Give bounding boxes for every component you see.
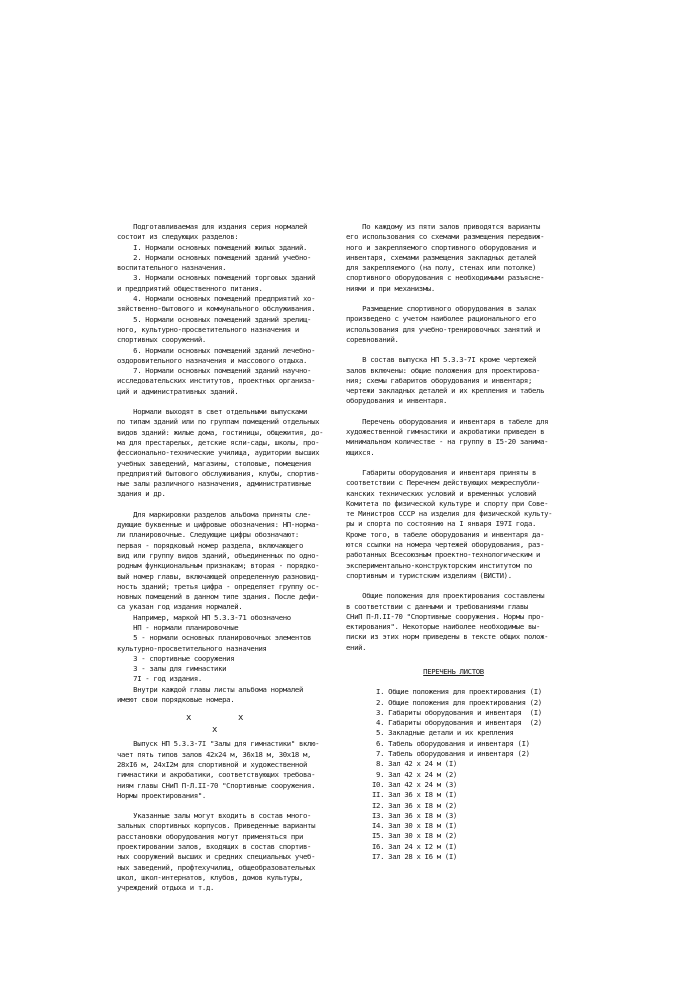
sheet-list-item: I5. Зал 30 х I8 м (2) xyxy=(372,831,457,841)
text-line: ных заведений, профтехучилищ, общеобразовательных xyxy=(117,862,316,872)
text-line: Габариты оборудования и инвентаря приняты в xyxy=(346,467,537,477)
section-series-list xyxy=(117,222,330,397)
section-inventory-list xyxy=(346,417,561,458)
text-line: зяйственно-бытового и коммунального обслуживания. xyxy=(117,304,316,314)
section-halls-description xyxy=(117,739,330,801)
text-line: первая - порядковый номер раздела, включающего xyxy=(117,540,303,550)
sheet-list-item: 7. Табель оборудования и инвентаря (2) xyxy=(372,749,530,759)
text-line: 3 - спортивные сооружения xyxy=(117,653,235,663)
text-line: Выпуск НП 5.3.3-7I "Залы для гимнастики" вклю- xyxy=(117,739,320,749)
text-line: Подготавливаемая для издания серия нормалей xyxy=(117,222,308,231)
sheet-list-item: I4. Зал 30 х I8 м (I) xyxy=(372,821,457,831)
text-line: СНиП П-Л.II-70 "Спортивные сооружения. Нормы про- xyxy=(346,611,545,621)
text-line: фессионально-технические училища, аудитории высших xyxy=(117,448,320,458)
text-line: новных помещений в данном типе здания. После дефи- xyxy=(117,592,320,602)
text-line: спортивных сооружений. xyxy=(117,335,206,345)
text-line: учебных заведений, магазины, столовые, помещения xyxy=(117,458,312,468)
text-line: ного и закрепляемого спортивного оборудования и xyxy=(346,242,537,252)
text-line: ния; схемы габаритов оборудования и инвентаря; xyxy=(346,375,532,385)
text-line: оборудования и инвентаря. xyxy=(346,396,448,406)
text-line: ниям главы СНиП П-Л.II-70 "Спортивные сооружения. xyxy=(117,780,316,790)
text-line: состоит из следующих разделов: xyxy=(117,232,239,242)
section-variants xyxy=(346,222,561,294)
text-line: ры и спорта по состоянию на I января I97I года. xyxy=(346,519,537,529)
text-line: спортивным и туристским изделиям (ВИСТИ). xyxy=(346,570,512,580)
text-line: исследовательских институтов, проектных организа- xyxy=(117,376,316,386)
section-halls-usage xyxy=(117,811,330,893)
section-publication-info xyxy=(117,407,330,500)
text-line: гимнастики и акробатики, соответствующих требова- xyxy=(117,770,316,780)
text-line: спортивного оборудования с необходимыми разъясне- xyxy=(346,273,545,283)
text-line: чает пять типов залов 42х24 м, 36х18 м, 30х18 м, xyxy=(117,749,312,759)
text-line: культурно-просветительного назначения xyxy=(117,643,267,653)
left-column xyxy=(117,222,330,894)
text-line: 5 - нормали основных планировочных элементов xyxy=(117,633,312,643)
text-line: Внутри каждой главы листы альбома нормалей xyxy=(117,684,303,694)
text-line: экспериментально-конструкторским институтом по xyxy=(346,560,532,570)
sheet-list-item: I2. Зал 36 х I8 м (2) xyxy=(372,800,457,810)
text-line: ются ссылки на номера чертежей оборудования, раз- xyxy=(346,540,545,550)
text-line: инвентаря, схемами размещения закладных деталей xyxy=(346,252,537,262)
section-dimensions xyxy=(346,468,561,581)
text-line: чертежи закладных деталей и их крепления и табель xyxy=(346,386,545,396)
text-line: залов включены: общие положения для проектирова- xyxy=(346,365,541,375)
text-line: канских технических условий и временных условий xyxy=(346,488,537,498)
text-line: ектирования". Некоторые наиболее необходимые вы- xyxy=(346,622,541,632)
text-line: ющихся. xyxy=(346,447,375,457)
sheet-list-item: 8. Зал 42 х 24 м (I) xyxy=(372,759,457,769)
text-line: вид или группу видов зданий, объединенных по одно- xyxy=(117,550,320,560)
sheet-list-item: II. Зал 36 х I8 м (I) xyxy=(372,790,457,800)
text-line: 6. Нормали основных помещений зданий лечебно- xyxy=(117,345,316,355)
text-line: родным функциональным признакам; вторая - порядко- xyxy=(117,561,320,571)
text-line: I. Нормали основных помещений жилых зданий. xyxy=(117,242,308,252)
sheet-list-item: 5. Закладные детали и их крепления xyxy=(372,728,514,738)
text-line: дующие буквенные и цифровые обозначения: НП-норма- xyxy=(117,520,320,530)
text-line: Для маркировки разделов альбома приняты сле- xyxy=(117,509,312,519)
text-line: Комитета по физической культуре и спорту при Сове- xyxy=(346,498,549,508)
text-line: Общие положения для проектирования составлены xyxy=(346,591,545,601)
sheet-list-item: 3. Габариты оборудования и инвентаря (I) xyxy=(372,707,542,717)
text-line: Кроме того, в табеле оборудования и инвентаря да- xyxy=(346,529,545,539)
sheet-list-item: 2. Общие положения для проектирования (2) xyxy=(372,697,542,707)
text-line: школ, школ-интернатов, клубов, домов культуры, xyxy=(117,872,303,882)
text-line: воспитательного назначения. xyxy=(117,263,227,273)
text-line: расстановки оборудования могут применяться при xyxy=(117,831,303,841)
text-line: писки из этих норм приведены в тексте общих полож- xyxy=(346,632,549,642)
section-marking-info xyxy=(117,510,330,706)
text-line: соответствии с Перечнем действующих межреспубли- xyxy=(346,478,541,488)
text-line: видов зданий: жилые дома, гостиницы, общежития, до- xyxy=(117,427,324,437)
text-line: проектировании залов, входящих в состав спортив- xyxy=(117,842,312,852)
divider-mark: x xyxy=(186,713,192,724)
text-line: 28хI6 м, 24хI2м для спортивной и художественной xyxy=(117,759,308,769)
text-line: 7I - год издания. xyxy=(117,674,202,684)
text-line: зальных спортивных корпусов. Приведенные варианты xyxy=(117,821,316,831)
sheet-list-item: I6. Зал 24 х I2 м (I) xyxy=(372,841,457,851)
text-line: его использования со схемами размещения передвиж- xyxy=(346,232,545,242)
text-line: Нормали выходят в свет отдельными выпусками xyxy=(117,407,308,417)
text-line: Например, маркой НП 5.3.3-71 обозначено xyxy=(117,612,291,622)
text-line: для закрепляемого (на полу, стенах или потолке) xyxy=(346,263,537,273)
text-line: 7. Нормали основных помещений зданий научно- xyxy=(117,366,312,376)
text-line: ма для престарелых, детские ясли-сады, школы, про- xyxy=(117,437,320,447)
text-line: По каждому из пяти залов приводятся варианты xyxy=(346,222,541,231)
sheet-list-item: 4. Габариты оборудования и инвентаря (2) xyxy=(372,718,542,728)
text-line: ность зданий; третья цифра - определяет группу ос- xyxy=(117,581,320,591)
sheet-list-item: I7. Зал 28 х I6 м (I) xyxy=(372,852,457,862)
text-line: минимальном количестве - на группу в I5-20 занима- xyxy=(346,437,549,447)
text-line: вый номер главы, включающей определенную разновид- xyxy=(117,571,320,581)
text-line: в соответствии с данными и требованиями главы xyxy=(346,601,528,611)
text-line: оздоровительного назначения и массового отдыха. xyxy=(117,355,308,365)
text-line: художественной гимнастики и акробатики приведен в xyxy=(346,427,545,437)
text-line: НП - нормали планировочные xyxy=(117,622,239,632)
sheet-list xyxy=(346,687,561,862)
text-line: учреждений отдыха и т.д. xyxy=(117,883,215,893)
section-placement xyxy=(346,304,561,345)
text-line: Размещение спортивного оборудования в залах xyxy=(346,304,537,314)
section-general-provisions xyxy=(346,591,561,653)
text-line: 4. Нормали основных помещений предприятий хо- xyxy=(117,294,316,304)
text-line: ений. xyxy=(346,642,367,652)
sheet-list-item: I. Общие положения для проектирования (I) xyxy=(372,687,542,697)
text-line: ли планировочные. Следующие цифры обозначают: xyxy=(117,530,299,540)
right-column xyxy=(346,222,561,862)
text-line: ниями и при механизмы. xyxy=(346,283,435,293)
text-line: по типам зданий или по группам помещений отдельных xyxy=(117,417,320,427)
text-line: и предприятий общественного питания. xyxy=(117,283,263,293)
divider-mark: x xyxy=(212,725,218,736)
text-line: 5. Нормали основных помещений зданий зрелищ- xyxy=(117,314,312,324)
text-line: имеют свои порядковые номера. xyxy=(117,695,235,705)
sheet-list-item: 9. Зал 42 х 24 м (2) xyxy=(372,769,457,779)
text-line: те Министров СССР на изделия для физической культу- xyxy=(346,509,553,519)
text-line: 2. Нормали основных помещений зданий учебно- xyxy=(117,252,312,262)
text-line: ций и административных зданий. xyxy=(117,386,239,396)
text-line: предприятий бытового обслуживания, клубы, спортив- xyxy=(117,468,320,478)
sheet-list-heading: ПЕРЕЧЕНЬ ЛИСТОВ xyxy=(423,666,484,676)
text-line: произведено с учетом наиболее рационального его xyxy=(346,314,537,324)
sheet-list-item: 6. Табель оборудования и инвентаря (I) xyxy=(372,738,530,748)
text-line: 3. Нормали основных помещений торговых зданий xyxy=(117,273,316,283)
sheet-list-item: I0. Зал 42 х 24 м (3) xyxy=(372,779,457,789)
text-line: здания и др. xyxy=(117,489,166,499)
section-contents xyxy=(346,355,561,406)
text-line: са указан год издания нормалей. xyxy=(117,602,243,612)
text-line: работанных Всесоюзным проектно-технологическим и xyxy=(346,550,541,560)
text-line: использования для учебно-тренировочных занятий и xyxy=(346,324,541,334)
text-line: 3 - залы для гимнастики xyxy=(117,664,227,674)
text-line: соревнований. xyxy=(346,334,399,344)
text-line: ных сооружений высших и средних специальных учеб- xyxy=(117,852,316,862)
text-line: В состав выпуска НП 5.3.3-7I кроме чертежей xyxy=(346,355,537,365)
text-line: Нормы проектирования". xyxy=(117,790,206,800)
section-divider xyxy=(117,713,330,739)
divider-mark: x xyxy=(238,713,244,724)
text-line: Указанные залы могут входить в состав много- xyxy=(117,811,312,821)
text-line: Перечень оборудования и инвентаря в табеле для xyxy=(346,416,549,426)
text-line: ные залы различного назначения, административные xyxy=(117,479,312,489)
sheet-list-item: I3. Зал 36 х I8 м (3) xyxy=(372,810,457,820)
text-line: ного, культурно-просветительного назначения и xyxy=(117,324,299,334)
